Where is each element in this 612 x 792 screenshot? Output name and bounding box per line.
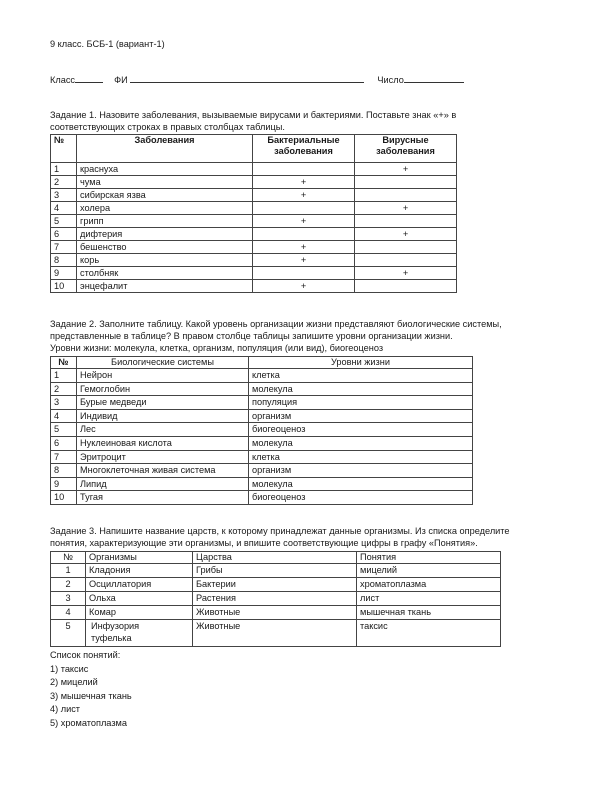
cell-disease: бешенство: [77, 241, 253, 254]
cell-disease: энцефалит: [77, 280, 253, 293]
cell-number: 2: [51, 176, 77, 189]
cell-organism: Комар: [86, 606, 193, 620]
cell-number: 1: [51, 369, 77, 383]
table-row: [51, 176, 457, 189]
task1-text-line2: соответствующих строках в правых столбцах таблицы.: [50, 122, 285, 132]
cell-system: Индивид: [77, 409, 249, 423]
table-row: [51, 215, 457, 228]
cell-disease: сибирская язва: [77, 189, 253, 202]
table-row: [51, 396, 473, 410]
name-label: ФИ: [114, 75, 128, 85]
header-cell: Заболевания: [77, 135, 253, 163]
cell-number: 4: [51, 202, 77, 215]
header-cell: №: [51, 552, 86, 564]
cell-level[interactable]: молекула: [249, 382, 473, 396]
header-cell: №: [51, 357, 77, 369]
class-label: Класс: [50, 75, 76, 85]
header-cell: Организмы: [86, 552, 193, 564]
task3-text-line1: Задание 3. Напишите название царств, к которому принадлежат данные организмы. Из списка определите: [50, 526, 510, 536]
cell-number: 4: [51, 409, 77, 423]
cell-system: Гемоглобин: [77, 382, 249, 396]
cell-level[interactable]: популяция: [249, 396, 473, 410]
student-info-row: [50, 73, 464, 85]
cell-number: 3: [51, 396, 77, 410]
concepts-list-title: Список понятий:: [50, 650, 121, 660]
cell-system: Нуклеиновая кислота: [77, 436, 249, 450]
table-row: [51, 202, 457, 215]
cell-system: Многоклеточная живая система: [77, 464, 249, 478]
table-row: [51, 189, 457, 202]
table-header-row: [51, 357, 473, 369]
cell-level[interactable]: биогеоценоз: [249, 423, 473, 437]
list-item: 5) хроматоплазма: [50, 717, 127, 728]
page-title: 9 класс. БСБ-1 (вариант-1): [50, 39, 165, 49]
table-row: [51, 578, 501, 592]
cell-organism: Ольха: [86, 592, 193, 606]
table-row: [51, 241, 457, 254]
cell-viral[interactable]: [355, 176, 457, 189]
cell-disease: краснуха: [77, 163, 253, 176]
cell-viral[interactable]: +: [355, 202, 457, 215]
task2-text-line3: Уровни жизни: молекула, клетка, организм, популяция (или вид), биогеоценоз: [50, 343, 384, 353]
header-cell: Бактериальные заболевания: [253, 135, 355, 163]
cell-kingdom[interactable]: Животные: [193, 620, 357, 647]
cell-system: Тугая: [77, 491, 249, 505]
cell-number: 3: [51, 592, 86, 606]
cell-number: 5: [51, 423, 77, 437]
class-field[interactable]: [75, 73, 103, 83]
cell-level[interactable]: молекула: [249, 436, 473, 450]
cell-viral[interactable]: +: [355, 163, 457, 176]
cell-number: 6: [51, 228, 77, 241]
cell-organism: Кладония: [86, 564, 193, 578]
cell-number: 7: [51, 241, 77, 254]
cell-concept[interactable]: таксис: [357, 620, 501, 647]
table-row: [51, 450, 473, 464]
table-row: [51, 620, 501, 647]
cell-number: 1: [51, 564, 86, 578]
table-row: [51, 491, 473, 505]
cell-level[interactable]: организм: [249, 409, 473, 423]
cell-organism: Осциллатория: [86, 578, 193, 592]
cell-number: 3: [51, 189, 77, 202]
name-field[interactable]: [130, 73, 364, 83]
cell-number: 10: [51, 280, 77, 293]
table-row: [51, 228, 457, 241]
cell-bacterial[interactable]: +: [253, 215, 355, 228]
cell-disease: дифтерия: [77, 228, 253, 241]
list-item: 1) таксис: [50, 663, 89, 674]
cell-number: 4: [51, 606, 86, 620]
cell-bacterial[interactable]: [253, 228, 355, 241]
cell-bacterial[interactable]: [253, 202, 355, 215]
cell-kingdom[interactable]: Грибы: [193, 564, 357, 578]
table-row: [51, 477, 473, 491]
cell-system: Липид: [77, 477, 249, 491]
cell-level[interactable]: клетка: [249, 369, 473, 383]
cell-level[interactable]: биогеоценоз: [249, 491, 473, 505]
table-row: [51, 267, 457, 280]
cell-viral[interactable]: +: [355, 267, 457, 280]
cell-disease: столбняк: [77, 267, 253, 280]
cell-system: Бурые медведи: [77, 396, 249, 410]
cell-kingdom[interactable]: Растения: [193, 592, 357, 606]
cell-number: 7: [51, 450, 77, 464]
cell-number: 6: [51, 436, 77, 450]
cell-number: 8: [51, 254, 77, 267]
table-row: [51, 369, 473, 383]
header-cell: Уровни жизни: [249, 357, 473, 369]
cell-number: 5: [51, 215, 77, 228]
table-row: [51, 464, 473, 478]
table-row: [51, 436, 473, 450]
cell-bacterial[interactable]: +: [253, 280, 355, 293]
list-item: 4) лист: [50, 704, 81, 714]
concepts-list: [50, 649, 132, 730]
task1-table: [50, 134, 457, 293]
cell-bacterial[interactable]: [253, 267, 355, 280]
table-row: [51, 423, 473, 437]
cell-disease: холера: [77, 202, 253, 215]
date-label: Число: [377, 75, 404, 85]
cell-number: 1: [51, 163, 77, 176]
cell-viral[interactable]: [355, 254, 457, 267]
cell-kingdom[interactable]: Животные: [193, 606, 357, 620]
cell-number: 2: [51, 578, 86, 592]
task2-text-line2: представленные в таблице? В правом столбце таблицы запишите уровни организации жизни.: [50, 331, 453, 341]
table-row: [51, 592, 501, 606]
table-header-row: [51, 552, 501, 564]
table-row: [51, 409, 473, 423]
cell-bacterial[interactable]: +: [253, 241, 355, 254]
cell-number: 5: [51, 620, 86, 647]
cell-number: 9: [51, 477, 77, 491]
header-cell: №: [51, 135, 77, 163]
cell-number: 2: [51, 382, 77, 396]
task3-table: [50, 551, 501, 647]
table-row: [51, 382, 473, 396]
cell-bacterial[interactable]: +: [253, 189, 355, 202]
cell-viral[interactable]: +: [355, 228, 457, 241]
header-cell: Вирусные заболевания: [355, 135, 457, 163]
table-row: [51, 564, 501, 578]
cell-kingdom[interactable]: Бактерии: [193, 578, 357, 592]
cell-disease: грипп: [77, 215, 253, 228]
cell-bacterial[interactable]: +: [253, 254, 355, 267]
cell-viral[interactable]: [355, 189, 457, 202]
cell-viral[interactable]: [355, 215, 457, 228]
table-row: [51, 606, 501, 620]
cell-concept[interactable]: мышечная ткань: [357, 606, 501, 620]
table-row: [51, 163, 457, 176]
cell-system: Лес: [77, 423, 249, 437]
cell-disease: корь: [77, 254, 253, 267]
cell-concept[interactable]: мицелий: [357, 564, 501, 578]
cell-level[interactable]: организм: [249, 464, 473, 478]
header-cell: Биологические системы: [77, 357, 249, 369]
cell-viral[interactable]: [355, 280, 457, 293]
cell-number: 10: [51, 491, 77, 505]
date-field[interactable]: [404, 73, 464, 83]
table-header-row: [51, 135, 457, 163]
header-cell: Царства: [193, 552, 357, 564]
task1-text-line1: Задание 1. Назовите заболевания, вызываемые вирусами и бактериями. Поставьте знак «+» в: [50, 110, 457, 120]
header-cell: Понятия: [357, 552, 501, 564]
cell-system: Эритроцит: [77, 450, 249, 464]
task2-text-line1: Задание 2. Заполните таблицу. Какой уровень организации жизни представляют биологические системы,: [50, 319, 502, 329]
task3-text-line2: понятия, характеризующие эти организмы, и впишите соответствующие цифры в графу «Понятия».: [50, 538, 478, 548]
cell-system: Нейрон: [77, 369, 249, 383]
cell-concept[interactable]: хроматоплазма: [357, 578, 501, 592]
list-item: 3) мышечная ткань: [50, 690, 132, 701]
table-row: [51, 280, 457, 293]
cell-bacterial[interactable]: [253, 163, 355, 176]
cell-bacterial[interactable]: +: [253, 176, 355, 189]
cell-disease: чума: [77, 176, 253, 189]
cell-concept[interactable]: лист: [357, 592, 501, 606]
cell-level[interactable]: молекула: [249, 477, 473, 491]
list-item: 2) мицелий: [50, 677, 98, 687]
cell-number: 9: [51, 267, 77, 280]
cell-level[interactable]: клетка: [249, 450, 473, 464]
cell-organism: Инфузория туфелька: [86, 620, 193, 647]
cell-number: 8: [51, 464, 77, 478]
cell-viral[interactable]: [355, 241, 457, 254]
table-row: [51, 254, 457, 267]
task2-table: [50, 356, 473, 505]
